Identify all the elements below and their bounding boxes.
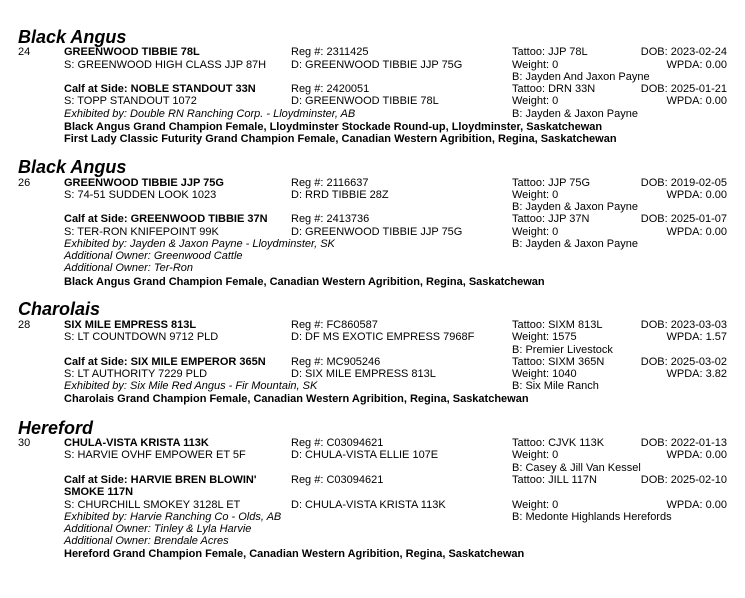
animal-tattoo: Tattoo: CJVK 113K (512, 437, 605, 449)
calf-weight: Weight: 1040 (512, 368, 577, 380)
animal-breeder: B: Jayden & Jaxon Payne (512, 201, 638, 213)
award: Black Angus Grand Champion Female, Canadian Western Agribition, Regina, Saskatchewan (64, 276, 545, 288)
animal-dob: DOB: 2022-01-13 (640, 437, 727, 449)
animal-breeder: B: Premier Livestock (512, 344, 613, 356)
calf-name-continued: SMOKE 117N (64, 486, 134, 498)
animal-dam: D: RRD TIBBIE 28Z (291, 189, 389, 201)
additional-owner: Additional Owner: Brendale Acres (64, 535, 229, 547)
calf-dam: D: GREENWOOD TIBBIE JJP 75G (291, 226, 463, 238)
award: Black Angus Grand Champion Female, Lloydminster Stockade Round-up, Lloydminster, Saskatchewan (64, 121, 603, 133)
additional-owner: Additional Owner: Ter-Ron (64, 262, 194, 274)
award: Hereford Grand Champion Female, Canadian Western Agribition, Regina, Saskatchewan (64, 548, 525, 560)
animal-weight: Weight: 1575 (512, 331, 577, 343)
calf-reg: Reg #: MC905246 (291, 356, 381, 368)
exhibitor: Exhibited by: Jayden & Jaxon Payne - Lloydminster, SK (64, 238, 335, 250)
animal-weight: Weight: 0 (512, 449, 559, 461)
animal-name: SIX MILE EMPRESS 813L (64, 319, 197, 331)
award: First Lady Classic Futurity Grand Champion Female, Canadian Western Agribition, Regina, Saskatchewan (64, 133, 617, 145)
animal-dob: DOB: 2023-03-03 (640, 319, 727, 331)
animal-weight: Weight: 0 (512, 189, 559, 201)
calf-tattoo: Tattoo: SIXM 365N (512, 356, 605, 368)
animal-name: GREENWOOD TIBBIE JJP 75G (64, 177, 224, 189)
calf-sire: S: TER-RON KNIFEPOINT 99K (64, 226, 219, 238)
entry-number: 28 (18, 319, 31, 331)
animal-weight: Weight: 0 (512, 59, 559, 71)
breed-heading: Hereford (18, 418, 94, 438)
animal-wpda: WPDA: 0.00 (666, 449, 727, 461)
calf-name: Calf at Side: SIX MILE EMPEROR 365N (64, 356, 266, 368)
animal-name: GREENWOOD TIBBIE 78L (64, 46, 200, 58)
calf-weight: Weight: 0 (512, 499, 559, 511)
calf-weight: Weight: 0 (512, 95, 559, 107)
animal-sire: S: HARVIE OVHF EMPOWER ET 5F (64, 449, 246, 461)
entry-number: 30 (18, 437, 31, 449)
calf-sire: S: LT AUTHORITY 7229 PLD (64, 368, 208, 380)
calf-wpda: WPDA: 0.00 (666, 95, 727, 107)
calf-name: Calf at Side: GREENWOOD TIBBIE 37N (64, 213, 268, 225)
animal-dam: D: DF MS EXOTIC EMPRESS 7968F (291, 331, 475, 343)
animal-sire: S: GREENWOOD HIGH CLASS JJP 87H (64, 59, 267, 71)
calf-weight: Weight: 0 (512, 226, 559, 238)
calf-dob: DOB: 2025-01-21 (640, 83, 727, 95)
animal-name: CHULA-VISTA KRISTA 113K (64, 437, 209, 449)
animal-reg: Reg #: 2311425 (291, 46, 369, 58)
exhibitor: Exhibited by: Harvie Ranching Co - Olds, AB (64, 511, 282, 523)
animal-tattoo: Tattoo: JJP 75G (512, 177, 591, 189)
animal-wpda: WPDA: 0.00 (666, 189, 727, 201)
breed-heading: Black Angus (18, 157, 127, 177)
animal-dob: DOB: 2019-02-05 (640, 177, 727, 189)
calf-tattoo: Tattoo: JJP 37N (512, 213, 590, 225)
calf-dob: DOB: 2025-02-10 (640, 474, 727, 486)
breed-heading: Charolais (18, 299, 101, 319)
animal-wpda: WPDA: 0.00 (666, 59, 727, 71)
award: Charolais Grand Champion Female, Canadian Western Agribition, Regina, Saskatchewan (64, 393, 529, 405)
animal-sire: S: LT COUNTDOWN 9712 PLD (64, 331, 219, 343)
calf-tattoo: Tattoo: JILL 117N (512, 474, 597, 486)
calf-reg: Reg #: 2413736 (291, 213, 370, 225)
additional-owner: Additional Owner: Greenwood Cattle (64, 250, 243, 262)
animal-dam: D: CHULA-VISTA ELLIE 107E (291, 449, 439, 461)
calf-dam: D: CHULA-VISTA KRISTA 113K (291, 499, 446, 511)
animal-wpda: WPDA: 1.57 (666, 331, 727, 343)
exhibitor: Exhibited by: Double RN Ranching Corp. - Lloydminster, AB (64, 108, 356, 120)
calf-dob: DOB: 2025-03-02 (640, 356, 727, 368)
calf-wpda: WPDA: 0.00 (666, 226, 727, 238)
calf-breeder: B: Medonte Highlands Herefords (512, 511, 672, 523)
calf-reg: Reg #: C03094621 (291, 474, 384, 486)
animal-reg: Reg #: C03094621 (291, 437, 384, 449)
calf-dam: D: SIX MILE EMPRESS 813L (291, 368, 436, 380)
calf-dob: DOB: 2025-01-07 (640, 213, 727, 225)
animal-breeder: B: Jayden And Jaxon Payne (512, 71, 650, 83)
calf-wpda: WPDA: 3.82 (666, 368, 727, 380)
animal-tattoo: Tattoo: JJP 78L (512, 46, 588, 58)
calf-sire: S: CHURCHILL SMOKEY 3128L ET (64, 499, 241, 511)
calf-breeder: B: Jayden & Jaxon Payne (512, 108, 638, 120)
calf-reg: Reg #: 2420051 (291, 83, 370, 95)
animal-dam: D: GREENWOOD TIBBIE JJP 75G (291, 59, 463, 71)
animal-breeder: B: Casey & Jill Van Kessel (512, 462, 641, 474)
calf-breeder: B: Jayden & Jaxon Payne (512, 238, 638, 250)
calf-sire: S: TOPP STANDOUT 1072 (64, 95, 197, 107)
calf-tattoo: Tattoo: DRN 33N (512, 83, 596, 95)
calf-name: Calf at Side: NOBLE STANDOUT 33N (64, 83, 256, 95)
breed-heading: Black Angus (18, 27, 127, 47)
animal-dob: DOB: 2023-02-24 (640, 46, 727, 58)
animal-reg: Reg #: 2116637 (291, 177, 369, 189)
calf-wpda: WPDA: 0.00 (666, 499, 727, 511)
calf-name: Calf at Side: HARVIE BREN BLOWIN' (64, 474, 257, 486)
calf-breeder: B: Six Mile Ranch (512, 380, 599, 392)
animal-reg: Reg #: FC860587 (291, 319, 378, 331)
animal-tattoo: Tattoo: SIXM 813L (512, 319, 603, 331)
entry-number: 24 (18, 46, 31, 58)
calf-dam: D: GREENWOOD TIBBIE 78L (291, 95, 439, 107)
additional-owner: Additional Owner: Tinley & Lyla Harvie (64, 523, 252, 535)
entry-number: 26 (18, 177, 31, 189)
animal-sire: S: 74-51 SUDDEN LOOK 1023 (64, 189, 217, 201)
exhibitor: Exhibited by: Six Mile Red Angus - Fir Mountain, SK (64, 380, 318, 392)
